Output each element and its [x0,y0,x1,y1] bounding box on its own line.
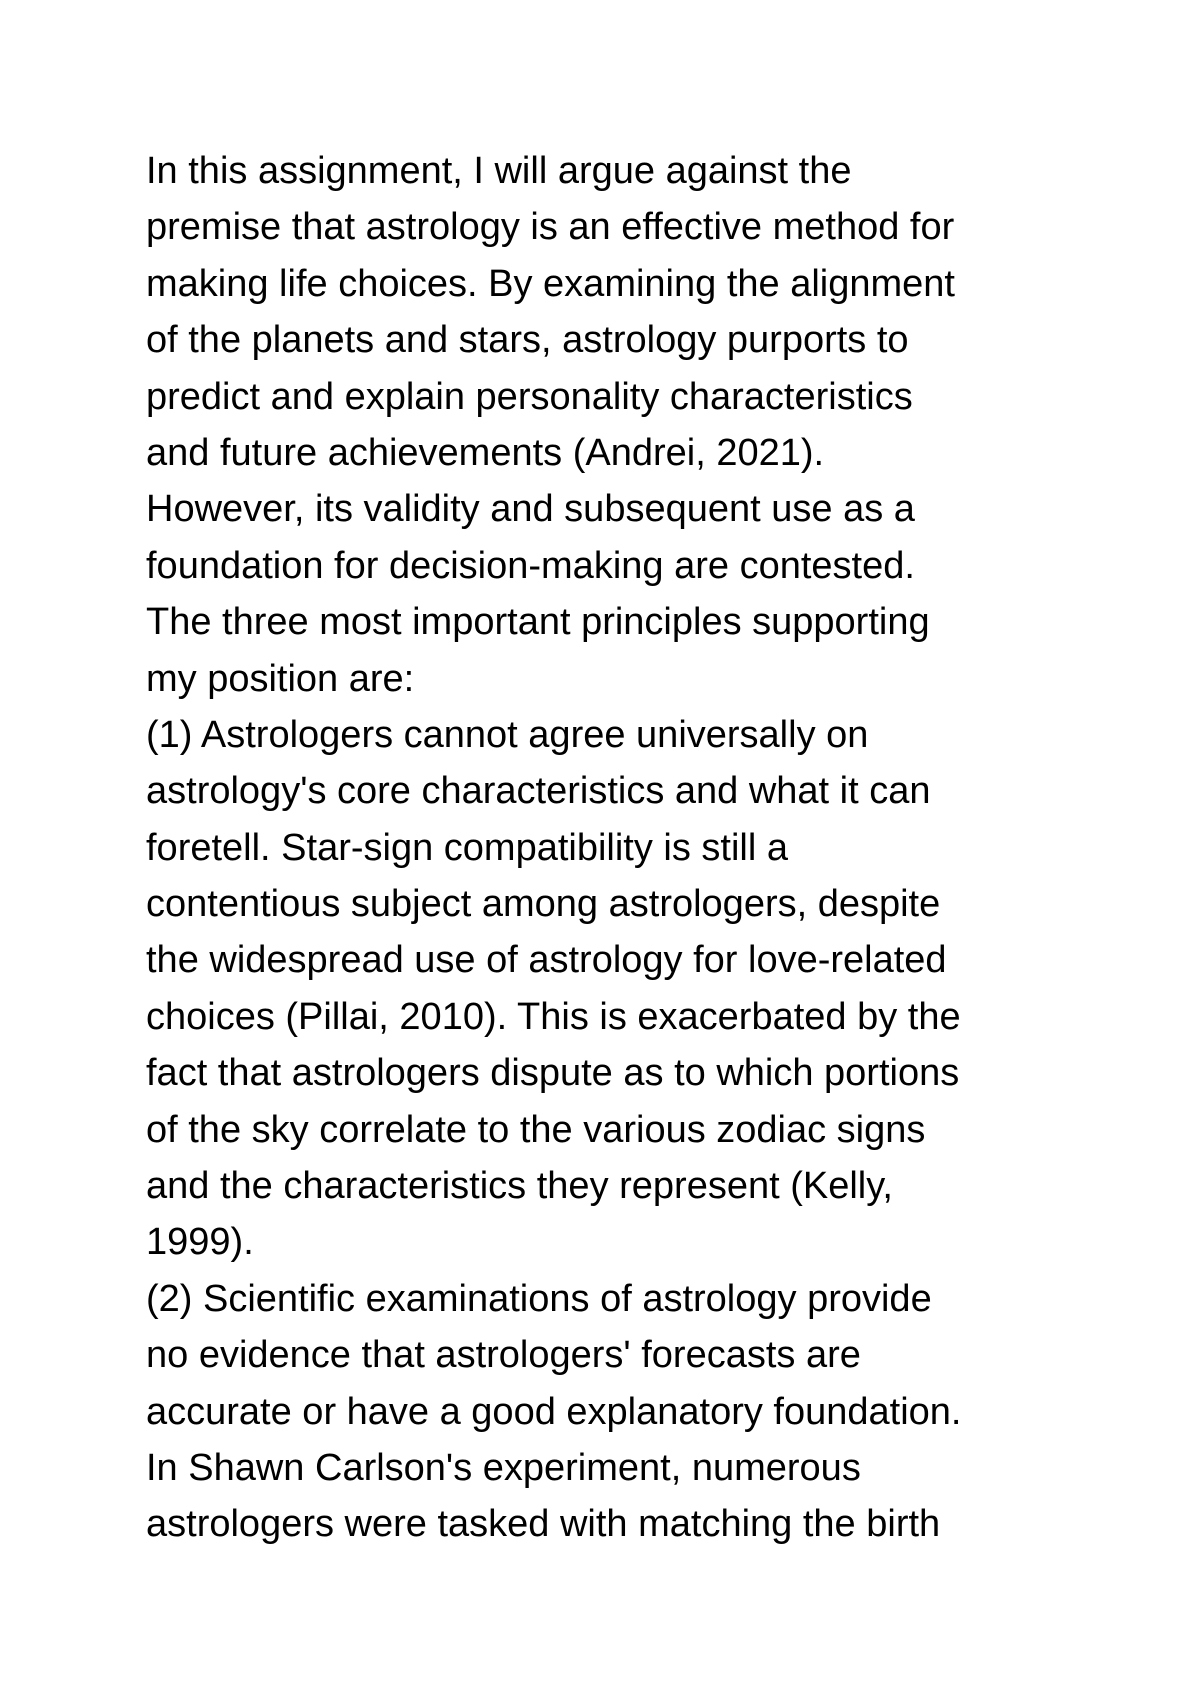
text-line: The three most important principles supporting [146,601,930,644]
text-line: accurate or have a good explanatory foundation. [146,1390,962,1433]
text-line: and future achievements (Andrei, 2021). [146,431,825,474]
text-line: 1999). [146,1221,254,1264]
text-line: no evidence that astrologers' forecasts are [146,1334,861,1377]
text-line: my position are: [146,657,415,700]
text-line: astrology's core characteristics and what it can [146,770,931,813]
text-line: contentious subject among astrologers, despite [146,883,941,926]
text-line: the widespread use of astrology for love-related [146,939,947,982]
body-text [146,143,1086,1553]
text-line: making life choices. By examining the alignment [146,262,955,305]
text-line: foundation for decision-making are contested. [146,544,915,587]
text-line: However, its validity and subsequent use as a [146,488,915,531]
text-line: premise that astrology is an effective method for [146,206,955,249]
text-line: fact that astrologers dispute as to which portions [146,1052,960,1095]
text-line: (1) Astrologers cannot agree universally on [146,713,869,756]
text-line: predict and explain personality characteristics [146,375,913,418]
text-line: and the characteristics they represent (Kelly, [146,1165,893,1208]
text-line: (2) Scientific examinations of astrology provide [146,1277,932,1320]
text-line: In Shawn Carlson's experiment, numerous [146,1446,861,1489]
text-line: astrologers were tasked with matching the birth [146,1503,941,1546]
text-line: of the planets and stars, astrology purports to [146,319,909,362]
text-line: In this assignment, I will argue against the [146,150,852,192]
text-line: choices (Pillai, 2010). This is exacerbated by the [146,995,961,1038]
text-line: foretell. Star-sign compatibility is still a [146,826,788,869]
text-line: of the sky correlate to the various zodiac signs [146,1108,926,1151]
